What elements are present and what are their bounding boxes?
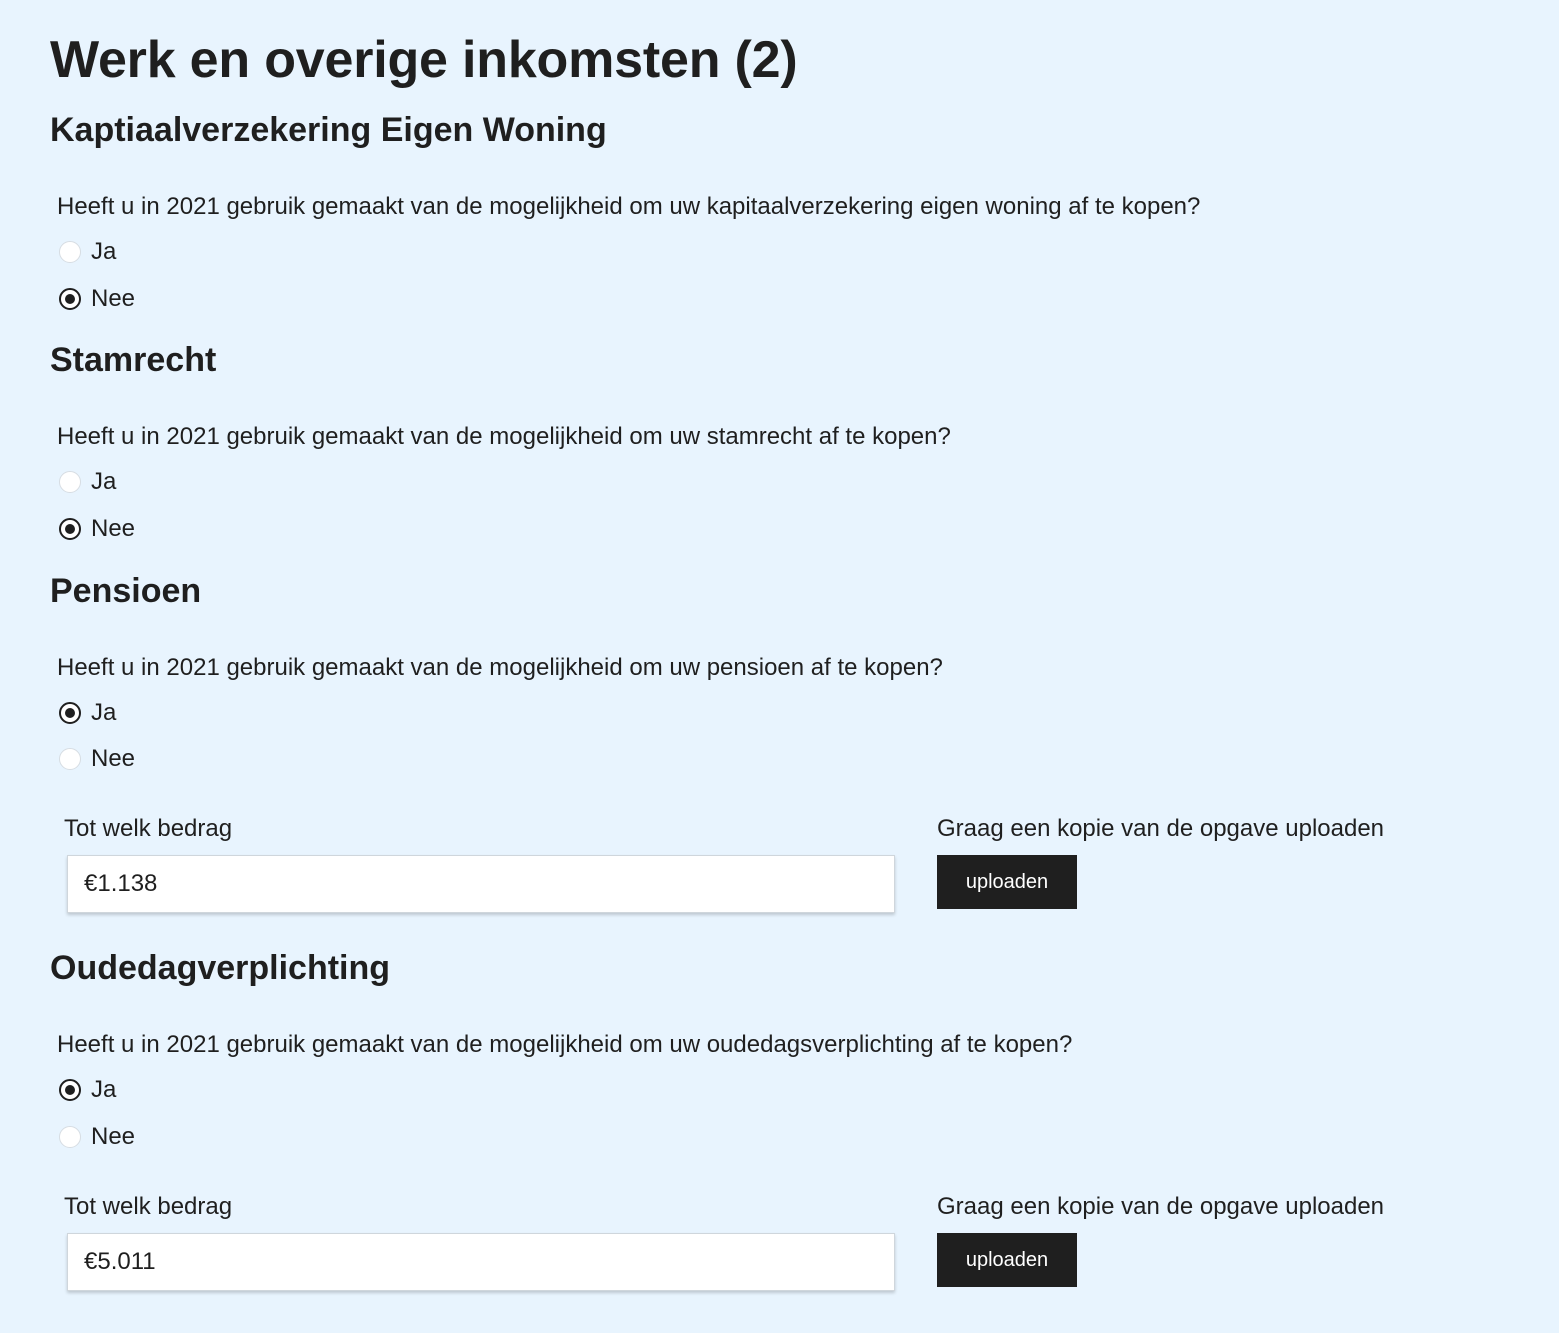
radio-option-ja-stamrecht[interactable] xyxy=(59,465,116,499)
radio-ja-pensioen[interactable] xyxy=(59,702,81,724)
radio-option-nee-oudedagverplichting[interactable] xyxy=(59,1120,135,1154)
radio-option-nee-pensioen[interactable] xyxy=(59,742,135,776)
question-stamrecht: Heeft u in 2021 gebruik gemaakt van de mogelijkheid om uw stamrecht af te kopen? xyxy=(57,423,951,450)
upload-button-oudedagverplichting[interactable]: uploaden xyxy=(937,1233,1077,1287)
radio-label-nee-oudedagverplichting: Nee xyxy=(91,1123,136,1150)
question-kapitaalverzekering: Heeft u in 2021 gebruik gemaakt van de mogelijkheid om uw kapitaalverzekering eigen woning af te kopen? xyxy=(57,193,1201,220)
amount-label-pensioen: Tot welk bedrag xyxy=(64,815,233,842)
radio-label-nee-kapitaalverzekering: Nee xyxy=(91,285,136,312)
radio-label-nee-pensioen: Nee xyxy=(91,745,136,772)
upload-label-oudedagverplichting: Graag een kopie van de opgave uploaden xyxy=(937,1193,1385,1220)
question-oudedagverplichting: Heeft u in 2021 gebruik gemaakt van de mogelijkheid om uw oudedagsverplichting af te kopen? xyxy=(57,1031,1073,1058)
radio-ja-stamrecht[interactable] xyxy=(59,471,81,493)
question-pensioen: Heeft u in 2021 gebruik gemaakt van de mogelijkheid om uw pensioen af te kopen? xyxy=(57,654,943,681)
radio-ja-kapitaalverzekering[interactable] xyxy=(59,241,81,263)
radio-label-ja-oudedagverplichting: Ja xyxy=(91,1076,117,1103)
amount-input-oudedagverplichting[interactable] xyxy=(67,1233,895,1291)
radio-nee-pensioen[interactable] xyxy=(59,748,81,770)
radio-label-nee-stamrecht: Nee xyxy=(91,515,136,542)
upload-label-pensioen: Graag een kopie van de opgave uploaden xyxy=(937,815,1385,842)
page-title: Werk en overige inkomsten (2) xyxy=(50,31,798,89)
radio-option-nee-kapitaalverzekering[interactable] xyxy=(59,282,135,316)
radio-ja-oudedagverplichting[interactable] xyxy=(59,1079,81,1101)
amount-label-oudedagverplichting: Tot welk bedrag xyxy=(64,1193,233,1220)
section-title-pensioen: Pensioen xyxy=(50,572,202,610)
radio-option-nee-stamrecht[interactable] xyxy=(59,512,135,546)
section-title-oudedagverplichting: Oudedagverplichting xyxy=(50,949,391,987)
radio-option-ja-kapitaalverzekering[interactable] xyxy=(59,235,116,269)
radio-option-ja-pensioen[interactable] xyxy=(59,696,116,730)
upload-button-pensioen[interactable]: uploaden xyxy=(937,855,1077,909)
amount-input-pensioen[interactable] xyxy=(67,855,895,913)
radio-nee-stamrecht[interactable] xyxy=(59,518,81,540)
radio-label-ja-pensioen: Ja xyxy=(91,699,117,726)
radio-nee-kapitaalverzekering[interactable] xyxy=(59,288,81,310)
section-title-stamrecht: Stamrecht xyxy=(50,341,217,379)
radio-label-ja-stamrecht: Ja xyxy=(91,468,117,495)
radio-label-ja-kapitaalverzekering: Ja xyxy=(91,238,117,265)
radio-option-ja-oudedagverplichting[interactable] xyxy=(59,1073,116,1107)
radio-nee-oudedagverplichting[interactable] xyxy=(59,1126,81,1148)
section-title-kapitaalverzekering: Kaptiaalverzekering Eigen Woning xyxy=(50,111,607,149)
